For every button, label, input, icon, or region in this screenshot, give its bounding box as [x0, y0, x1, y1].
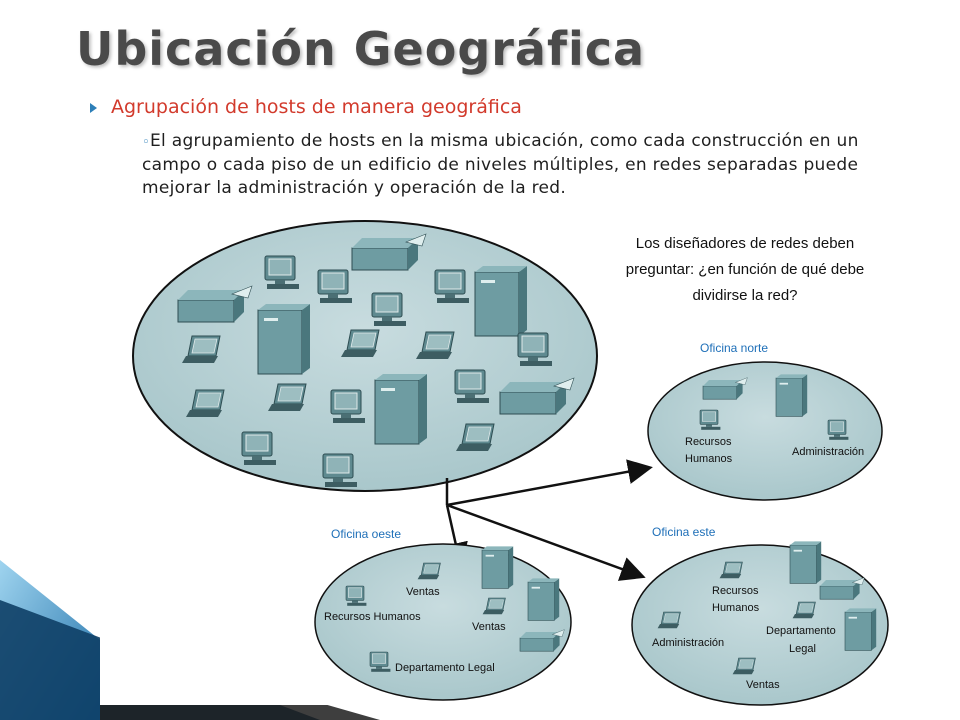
- question-line: Los diseñadores de redes deben: [635, 235, 855, 252]
- server-icon: [528, 578, 559, 620]
- desktop-icon: [700, 410, 720, 430]
- office-east-label: Administración: [652, 637, 725, 649]
- server-icon: [475, 266, 527, 336]
- office-west-label: Departamento Legal: [395, 662, 495, 674]
- office-north-label: Administración: [792, 446, 865, 458]
- bullet-circle-icon: ◦: [142, 135, 150, 150]
- server-icon: [845, 608, 876, 650]
- server-icon: [375, 374, 427, 444]
- question-line: dividirse la red?: [692, 287, 798, 304]
- desktop-icon: [346, 586, 366, 606]
- question-line: preguntar: ¿en función de qué debe: [625, 261, 865, 278]
- server-icon: [482, 546, 513, 588]
- bullet-level2-text: El agrupamiento de hosts en la misma ubicación, como cada construcción en un campo o cada piso de un edificio de niveles múltiples, en redes separadas puede mejorar la administración y operación de la red.: [142, 131, 859, 198]
- office-west-title: Oficina oeste: [331, 527, 402, 541]
- server-icon: [790, 541, 821, 583]
- bullet-level1-text: Agrupación de hosts de manera geográfica: [111, 96, 522, 118]
- desktop-icon: [331, 390, 365, 423]
- desktop-icon: [455, 370, 489, 403]
- office-east-label: Departamento: [766, 625, 836, 637]
- office-west-label: Ventas: [472, 621, 506, 633]
- server-icon: [776, 374, 807, 416]
- office-east-label: Ventas: [746, 679, 780, 691]
- desktop-icon: [372, 293, 406, 326]
- desktop-icon: [323, 454, 357, 487]
- office-west-label: Recursos Humanos: [324, 611, 421, 623]
- office-west-label: Ventas: [406, 586, 440, 598]
- office-east-label: Humanos: [712, 602, 760, 614]
- desktop-icon: [370, 652, 390, 672]
- desktop-icon: [318, 270, 352, 303]
- desktop-icon: [518, 333, 552, 366]
- office-north-label: Humanos: [685, 453, 733, 465]
- office-north-title: Oficina norte: [700, 341, 769, 355]
- desktop-icon: [435, 270, 469, 303]
- office-east-label: Recursos: [712, 585, 759, 597]
- server-icon: [258, 304, 310, 374]
- desktop-icon: [242, 432, 276, 465]
- desktop-icon: [828, 420, 848, 440]
- office-east-label: Legal: [789, 643, 816, 655]
- office-east-title: Oficina este: [652, 525, 716, 539]
- slide-title: Ubicación Geográfica: [76, 22, 646, 76]
- office-north-label: Recursos: [685, 436, 732, 448]
- office-north-ellipse: [648, 362, 882, 500]
- desktop-icon: [265, 256, 299, 289]
